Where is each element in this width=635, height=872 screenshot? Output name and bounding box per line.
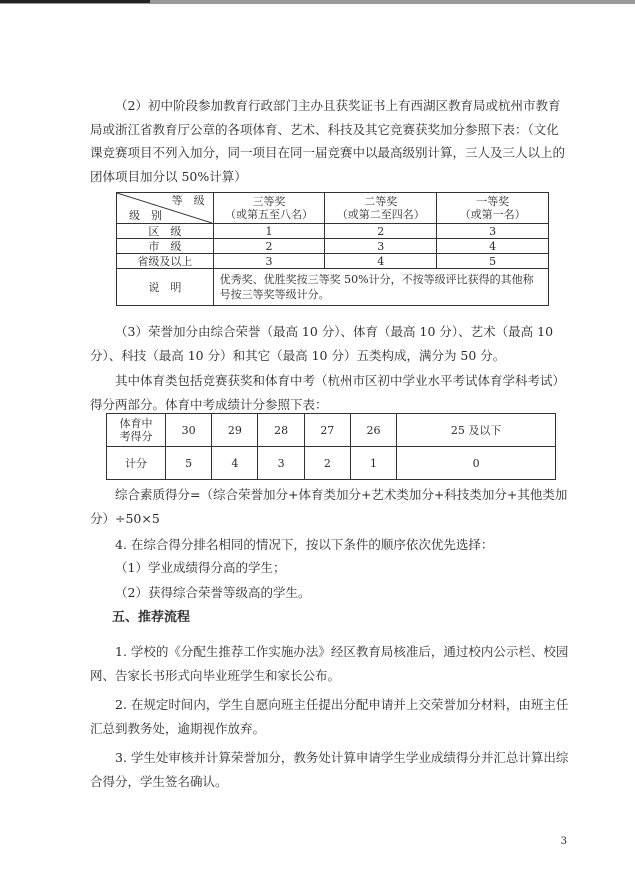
paragraph-tiebreak: 4. 在综合得分排名相同的情况下，按以下条件的顺序依次优先选择： <box>115 537 494 552</box>
score-cell: 30 <box>166 414 212 447</box>
cell-value: 3 <box>437 224 549 239</box>
note-label: 说 明 <box>117 269 214 306</box>
score-cell: 29 <box>212 414 258 447</box>
cell-value: 4 <box>437 239 549 254</box>
section-heading: 五、推荐流程 <box>112 610 191 625</box>
row-label: 体育中 考得分 <box>107 414 166 447</box>
diag-top-label: 等 级 <box>171 194 205 207</box>
table-row <box>117 224 549 239</box>
paragraph-step-2: 2. 在规定时间内，学生自愿向班主任提出分配申请并上交荣誉加分材料，由班主任汇总到教务处，逾期视作放弃。 <box>90 697 569 736</box>
cell-value: 5 <box>437 254 549 269</box>
note-text: 优秀奖、优胜奖按三等奖 50%计分，不按等级评比获得的其他称号按三等奖等级计分。 <box>213 269 548 306</box>
paragraph-pe-score: 其中体育类包括竞赛获奖和体育中考（杭州市区初中学业水平考试体育学科考试）得分两部分。体育中考成绩计分参照下表： <box>90 373 566 412</box>
points-cell: 2 <box>304 447 350 480</box>
page-number: 3 <box>560 836 567 847</box>
cell-value: 3 <box>213 254 325 269</box>
table-row <box>107 447 556 480</box>
diag-bottom-label: 级 别 <box>129 209 162 222</box>
score-cell: 28 <box>258 414 304 447</box>
diagonal-header-cell <box>117 193 214 224</box>
row-label: 省级及以上 <box>117 254 214 269</box>
cell-value: 2 <box>213 239 325 254</box>
paragraph-formula: 综合素质得分=（综合荣誉加分+体育类加分+艺术类加分+科技类加分+其他类加分）÷50×5 <box>90 487 568 526</box>
table-row <box>107 414 556 447</box>
table-row <box>117 254 549 269</box>
row-label: 区 级 <box>117 224 214 239</box>
score-cell: 27 <box>304 414 350 447</box>
competition-bonus-table <box>116 192 549 306</box>
score-cell: 26 <box>350 414 396 447</box>
cell-value: 2 <box>325 224 437 239</box>
paragraph-step-3: 3. 学生处审核并计算荣誉加分，教务处计算申请学生学业成绩得分并汇总计算出综合得分，学生签名确认。 <box>90 750 569 789</box>
points-cell: 1 <box>350 447 396 480</box>
paragraph-tiebreak-1: （1）学业成绩得分高的学生； <box>115 560 286 575</box>
table-row <box>117 269 549 306</box>
row-label: 计分 <box>107 447 166 480</box>
paragraph-step-1: 1. 学校的《分配生推荐工作实施办法》经区教育局核准后，通过校内公示栏、校园网、告家长书形式向毕业班学生和家长公布。 <box>90 644 569 683</box>
cell-value: 1 <box>213 224 325 239</box>
row-label: 市 级 <box>117 239 214 254</box>
header-third-prize: 三等奖 （或第五至八名） <box>213 193 325 224</box>
score-cell: 25 及以下 <box>397 414 556 447</box>
scan-edge-dark <box>0 0 150 3</box>
paragraph-honor-bonus: （3）荣誉加分由综合荣誉（最高 10 分）、体育（最高 10 分）、艺术（最高 10 分）、科技（最高 10 分）和其它（最高 10 分）五类构成，满分为 50 分。 <box>90 324 554 363</box>
paragraph-competition-bonus: （2）初中阶段参加教育行政部门主办且获奖证书上有西湖区教育局或杭州市教育局或浙江省教育厅公章的各项体育、艺术、科技及其它竞赛获奖加分参照下表：（文化课竞赛项目不列入加分，同一项目在同一届竞赛中以最高级别计算，三人及三人以上的团体项目加分以 50%计算） <box>90 98 566 184</box>
pe-score-table <box>106 413 556 480</box>
header-first-prize: 一等奖 （或第一名） <box>437 193 549 224</box>
cell-value: 3 <box>325 239 437 254</box>
points-cell: 3 <box>258 447 304 480</box>
paragraph-tiebreak-2: （2）获得综合荣誉等级高的学生。 <box>115 585 311 600</box>
points-cell: 4 <box>212 447 258 480</box>
points-cell: 0 <box>397 447 556 480</box>
cell-value: 4 <box>325 254 437 269</box>
points-cell: 5 <box>166 447 212 480</box>
header-second-prize: 二等奖 （或第二至四名） <box>325 193 437 224</box>
table-row <box>117 239 549 254</box>
table-row <box>117 193 549 224</box>
